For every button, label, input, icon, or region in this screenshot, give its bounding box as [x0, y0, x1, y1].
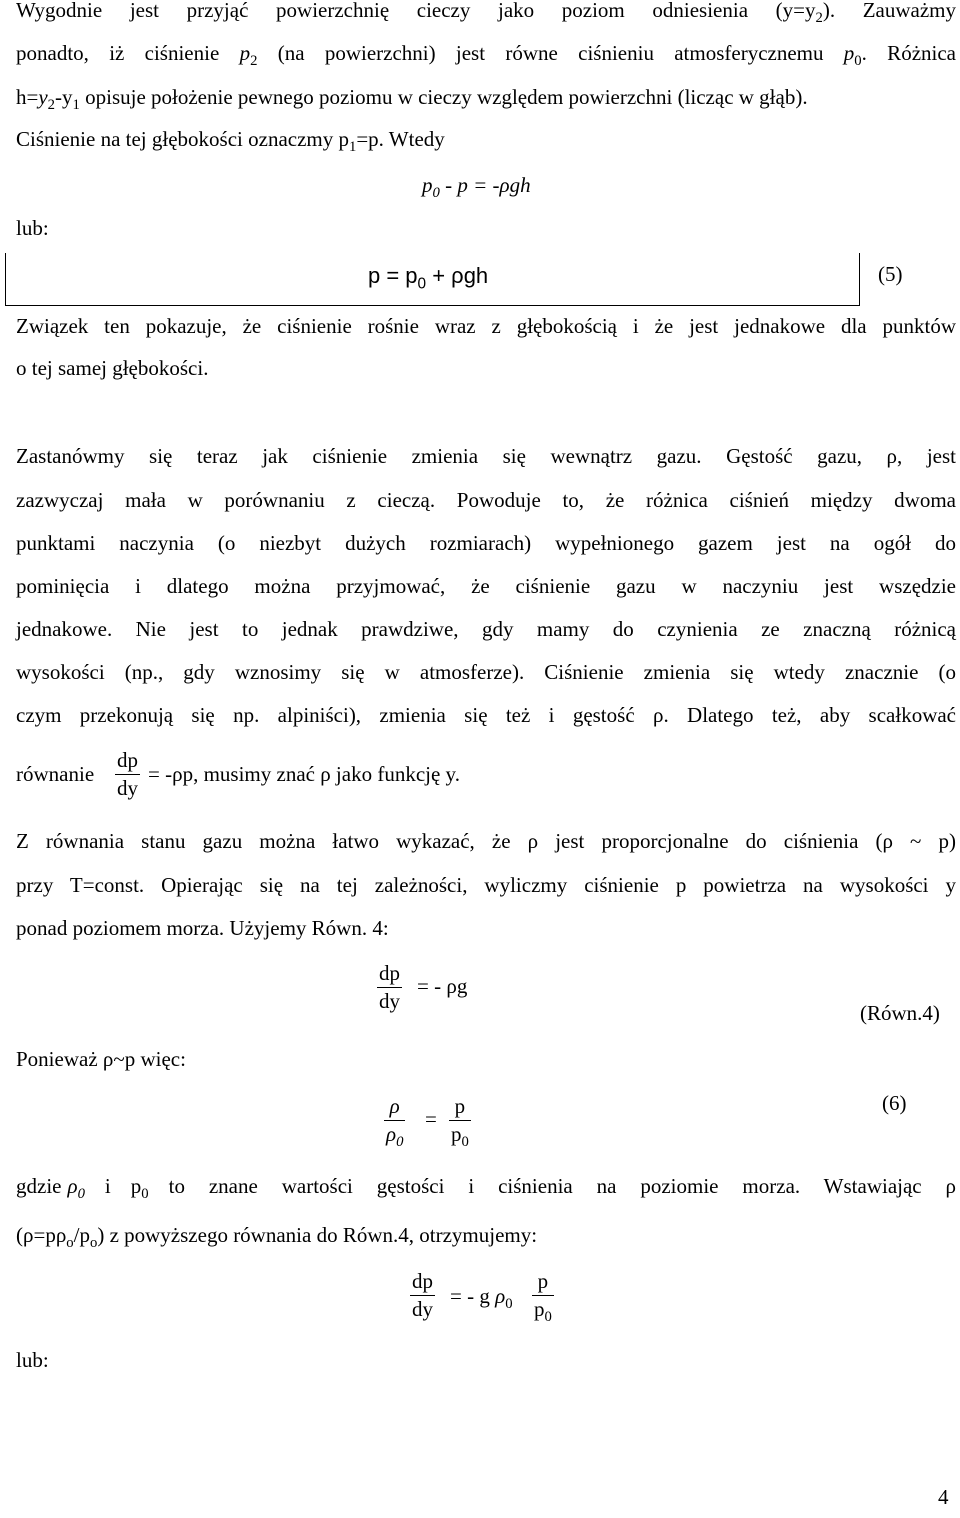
text-line: Ponieważ ρ~p więc:	[16, 1047, 186, 1071]
text-line: równanie	[16, 762, 95, 786]
text-line: Ciśnienie na tej głębokości oznaczmy $p_1=p$. Wtedy	[16, 127, 445, 156]
text-line: Związek ten pokazuje, że ciśnienie rośnie wraz z głębokością i że jest jednakowe dla punktów	[16, 314, 956, 338]
fraction-p-p0: $\frac{p}{p_0}$	[534, 1269, 552, 1326]
text-line: ponad poziomem morza. Użyjemy Równ. 4:	[16, 916, 389, 940]
text-line: Zastanówmy się teraz jak ciśnienie zmienia się wewnątrz gazu. Gęstość gazu, ρ, jest	[16, 444, 956, 468]
equals-sign: =	[425, 1107, 437, 1131]
text-line: wysokości (np., gdy wznosimy się w atmosferze). Ciśnienie zmienia się wtedy znacznie (o	[16, 660, 956, 684]
equation-6-label: (6)	[882, 1091, 907, 1115]
text-line: czym przekonują się np. alpiniści), zmienia się też i gęstość ρ. Dlatego też, aby scałkować	[16, 703, 956, 727]
equation-5-label: (5)	[878, 262, 903, 286]
fraction-dp-dy: $\frac{dp}{dy}$	[412, 1269, 433, 1322]
equation-4-rhs: = - ρg	[417, 974, 468, 998]
equation-7-mid: = - g $\rho_0$	[450, 1284, 513, 1313]
text-line: o tej samej głębokości.	[16, 356, 209, 380]
text-line: przy T=const. Opierając się na tej zależności, wyliczmy ciśnienie p powietrza na wysokości y	[16, 873, 956, 897]
lub-label: lub:	[16, 216, 49, 240]
text-line: $h=y_2-y_1$ opisuje położenie pewnego poziomu w cieczy względem powierzchni (licząc w głąb).	[16, 85, 808, 114]
text-line: zazwyczaj mała w porównaniu z cieczą. Powoduje to, że różnica ciśnień między dwoma	[16, 488, 956, 512]
text-line: pominięcia i dlatego można przyjmować, że ciśnienie gazu w naczyniu jest wszędzie	[16, 574, 956, 598]
fraction-dp-dy: $\frac{dp}{dy}$	[117, 748, 138, 801]
equation-4-label: (Równ.4)	[860, 1001, 940, 1025]
text-line: gdzie $\rho_0$ i $p_0$ to znane wartości gęstości i ciśnienia na poziomie morza. Wstawiając ρ	[16, 1174, 956, 1203]
equation-5: $p = p_0 + \rho gh$	[368, 263, 489, 293]
equation-hydrostatic: $p_0 - p = -\rho gh$	[422, 173, 531, 202]
lub-label: lub:	[16, 1348, 49, 1372]
text-line: Z równania stanu gazu można łatwo wykazać, że ρ jest proporcjonalne do ciśnienia (ρ ~ p)	[16, 829, 956, 853]
text-line: punktami naczynia (o niezbyt dużych rozmiarach) wypełnionego gazem jest na ogół do	[16, 531, 956, 555]
text-line: = -ρp, musimy znać ρ jako funkcję y.	[148, 762, 460, 786]
text-line: $(\rho=p\rho_o/p_o)$ z powyższego równania do Równ.4, otrzymujemy:	[16, 1223, 538, 1252]
text-line: jednakowe. Nie jest to jednak prawdziwe, gdy mamy do czynienia ze znaczną różnicą	[16, 617, 956, 641]
fraction-rho-rho0: $\frac{\rho}{\rho_0}$	[386, 1094, 404, 1151]
page-number: 4	[938, 1485, 949, 1509]
text-line: Wygodnie jest przyjąć powierzchnię cieczy jako poziom odniesienia $(y=y_2)$. Zauważmy	[16, 0, 956, 27]
text-line: ponadto, iż ciśnienie $p_2$ (na powierzchni) jest równe ciśnieniu atmosferycznemu $p_0$. Różnica	[16, 41, 956, 70]
fraction-p-p0: $\frac{p}{p_0}$	[451, 1094, 469, 1151]
fraction-dp-dy: $\frac{dp}{dy}$	[379, 961, 400, 1014]
